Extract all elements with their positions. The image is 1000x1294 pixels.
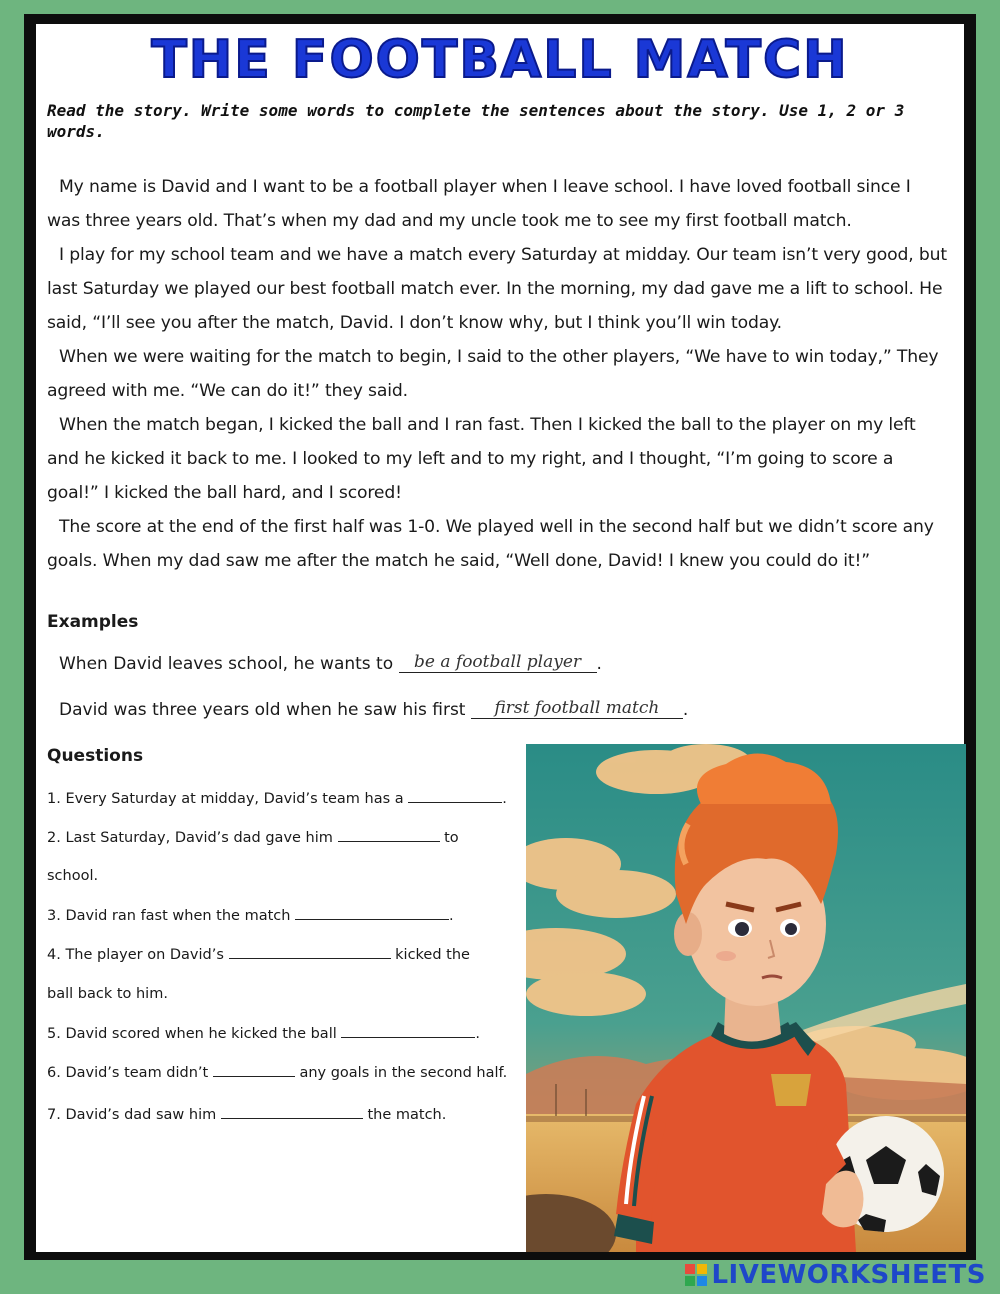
question-7 <box>47 1106 446 1123</box>
question-text: 7. David’s dad saw him <box>47 1107 221 1123</box>
story-paragraph: When we were waiting for the match to begin, I said to the other players, “We have to win today,” They agreed with me. “We can do it!” they said. <box>47 347 939 401</box>
answer-blank[interactable] <box>221 1106 363 1119</box>
question-end: the match. <box>362 1107 447 1123</box>
question-4-continued: ball back to him. <box>47 986 168 1002</box>
story-text <box>47 170 947 578</box>
worksheet-page <box>36 24 964 1252</box>
boy-with-football-illustration <box>526 744 966 1252</box>
answer-blank[interactable] <box>338 829 440 842</box>
answer-blank[interactable] <box>408 790 502 803</box>
questions-heading: Questions <box>47 746 144 766</box>
question-text: 4. The player on David’s <box>47 947 229 963</box>
question-text: 6. David’s team didn’t <box>47 1065 213 1081</box>
question-end: kicked the <box>390 947 470 963</box>
question-text: 3. David ran fast when the match <box>47 908 296 924</box>
question-text: 2. Last Saturday, David’s dad gave him <box>47 830 338 846</box>
example-end: . <box>682 700 689 720</box>
answer-blank[interactable] <box>229 946 391 959</box>
brand-logo <box>685 1260 986 1290</box>
answer-blank[interactable] <box>213 1064 295 1077</box>
question-3 <box>47 907 454 924</box>
question-end: . <box>449 908 454 924</box>
examples-heading: Examples <box>47 612 139 632</box>
question-end: . <box>475 1026 480 1042</box>
question-end: to <box>439 830 459 846</box>
story-paragraph: The score at the end of the first half was 1-0. We played well in the second half but we didn’t score any goals. When my dad saw me after the match he said, “Well done, David! I knew you could do it!” <box>47 517 934 571</box>
story-paragraph: I play for my school team and we have a match every Saturday at midday. Our team isn’t very good, but last Saturday we played our best football match ever. In the morning, my dad gave me a lift to school. He said, “I’ll see you after the match, David. I don’t know why, but I think you’ll win today. <box>47 245 947 333</box>
question-4 <box>47 946 470 963</box>
example-text: David was three years old when he saw his first <box>59 700 471 720</box>
story-paragraph: When the match began, I kicked the ball and I ran fast. Then I kicked the ball to the player on my left and he kicked it back to me. I looked to my left and to my right, and I thought, “I’m going to score a goal!” I kicked the ball hard, and I scored! <box>47 415 916 503</box>
instructions: Read the story. Write some words to complete the sentences about the story. Use 1, 2 or 3 words. <box>47 101 905 141</box>
question-text: 5. David scored when he kicked the ball <box>47 1026 342 1042</box>
question-5 <box>47 1025 480 1042</box>
brand-name: LIVEWORKSHEETS <box>711 1260 986 1290</box>
example-sentence-1 <box>59 654 602 675</box>
example-answer-field[interactable]: first football match <box>471 698 683 719</box>
question-1 <box>47 790 507 807</box>
question-end: any goals in the second half. <box>294 1065 508 1081</box>
example-sentence-2 <box>59 700 688 721</box>
question-6 <box>47 1064 507 1081</box>
brand-logo-icon <box>685 1264 707 1286</box>
question-text: 1. Every Saturday at midday, David’s team has a <box>47 791 409 807</box>
question-end: . <box>502 791 507 807</box>
example-answer-field[interactable]: be a football player <box>399 652 597 673</box>
story-paragraph: My name is David and I want to be a football player when I leave school. I have loved football since I was three years old. That’s when my dad and my uncle took me to see my first football match. <box>47 177 911 231</box>
question-2 <box>47 829 459 846</box>
example-text: When David leaves school, he wants to <box>59 654 399 674</box>
answer-blank[interactable] <box>295 907 449 920</box>
worksheet-title: THE FOOTBALL MATCH <box>151 30 849 90</box>
example-end: . <box>596 654 602 674</box>
answer-blank[interactable] <box>341 1025 475 1038</box>
question-2-continued: school. <box>47 868 99 884</box>
